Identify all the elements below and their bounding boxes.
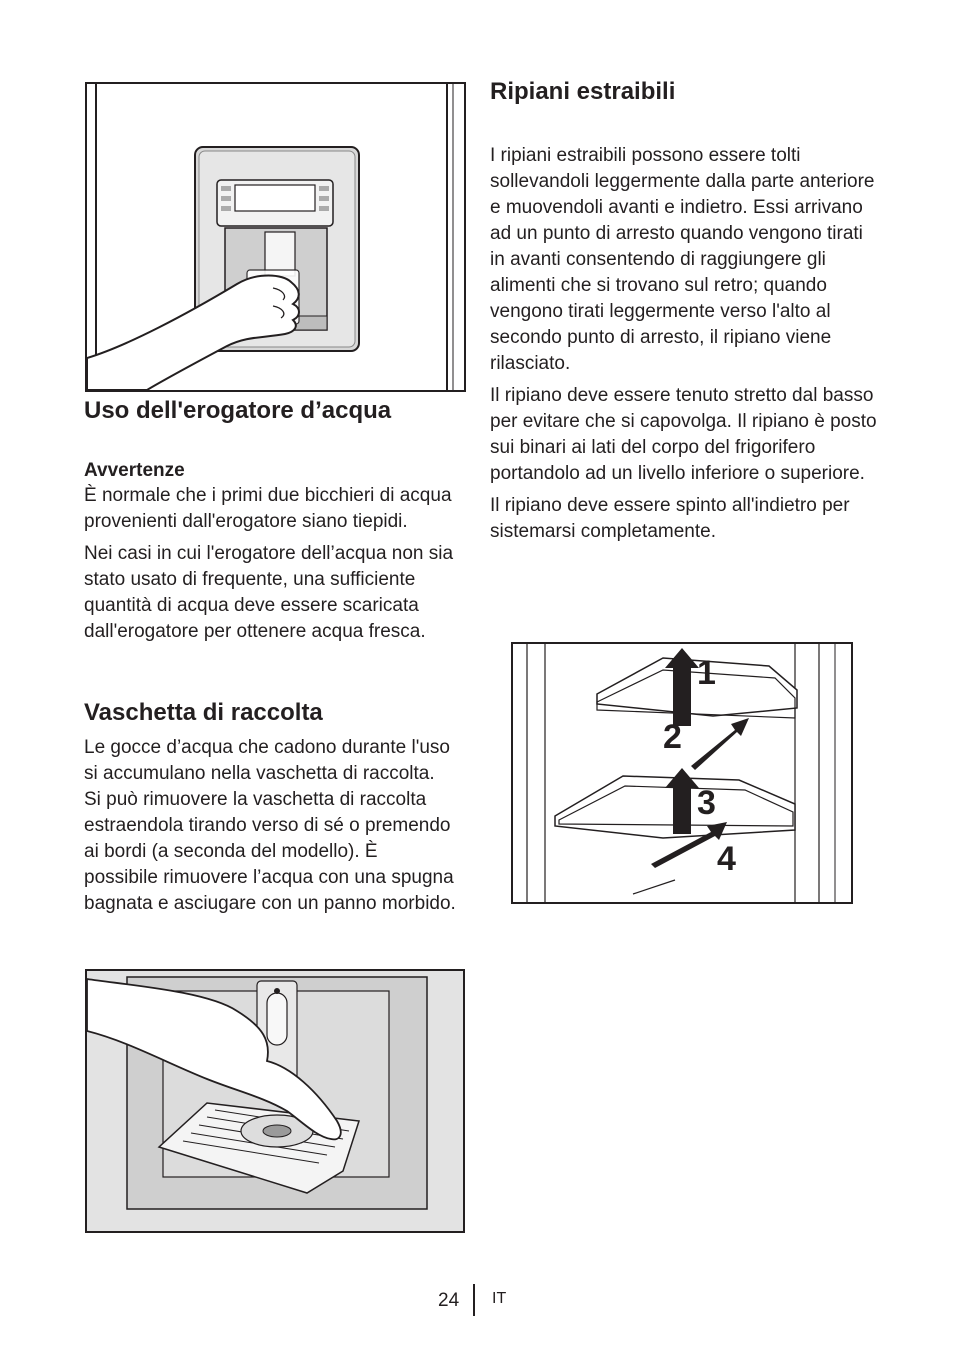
page-number: 24	[438, 1290, 460, 1311]
tray-paragraph: Le gocce d’acqua che cadono durante l'uso si accumulano nella vaschetta di raccolta. Si può rimuovere la vaschetta di raccolta estraendola tirando verso di sé o premendo ai bordi (a seconda del modello). È possibile rimuovere l’acqua con una spugna bagnata e asciugare con un panno morbido.	[84, 737, 456, 914]
warning-title: Avvertenze	[84, 460, 185, 481]
shelves-illustration	[511, 642, 853, 904]
warning-paragraph-1: È normale che i primi due bicchieri di acqua provenienti dall'erogatore siano tiepidi.	[84, 485, 452, 532]
shelves-paragraph-1: I ripiani estraibili possono essere tolti sollevandoli leggermente dalla parte anteriore e muovendoli avanti e indietro. Essi arrivano ad un punto di arresto quando vengono tirati in avanti consentendo di raggiungere gli alimenti che si trovano sul retro; quando vengono tirati leggermente verso l'alto al secondo punto di arresto, il ripiano viene rilasciato.	[490, 145, 875, 374]
shelves-section	[490, 143, 880, 551]
warning-paragraph-2: Nei casi in cui l'erogatore dell’acqua non sia stato usato di frequente, una sufficiente quantità di acqua deve essere scaricata dall'erogatore per ottenere acqua fresca.	[84, 543, 454, 642]
dispenser-illustration	[85, 82, 466, 392]
step-label-4: 4	[717, 840, 736, 878]
dispenser-heading: Uso dell'erogatore d’acqua	[84, 397, 392, 424]
shelves-paragraph-3: Il ripiano deve essere spinto all'indietro per sistemarsi completamente.	[490, 495, 850, 542]
shelves-paragraph-2: Il ripiano deve essere tenuto stretto dal basso per evitare che si capovolga. Il ripiano è posto sui binari ai lati del corpo del frigorifero portandolo ad un livello inferiore o superiore.	[490, 385, 877, 484]
tray-heading: Vaschetta di raccolta	[84, 699, 323, 726]
drip-tray-illustration	[85, 969, 465, 1233]
language-code: IT	[492, 1290, 507, 1307]
step-label-3: 3	[697, 784, 716, 822]
warning-section	[84, 459, 469, 651]
step-label-2: 2	[663, 718, 682, 756]
step-label-1: 1	[697, 654, 716, 692]
shelves-heading: Ripiani estraibili	[490, 78, 676, 105]
footer-divider	[473, 1284, 475, 1316]
